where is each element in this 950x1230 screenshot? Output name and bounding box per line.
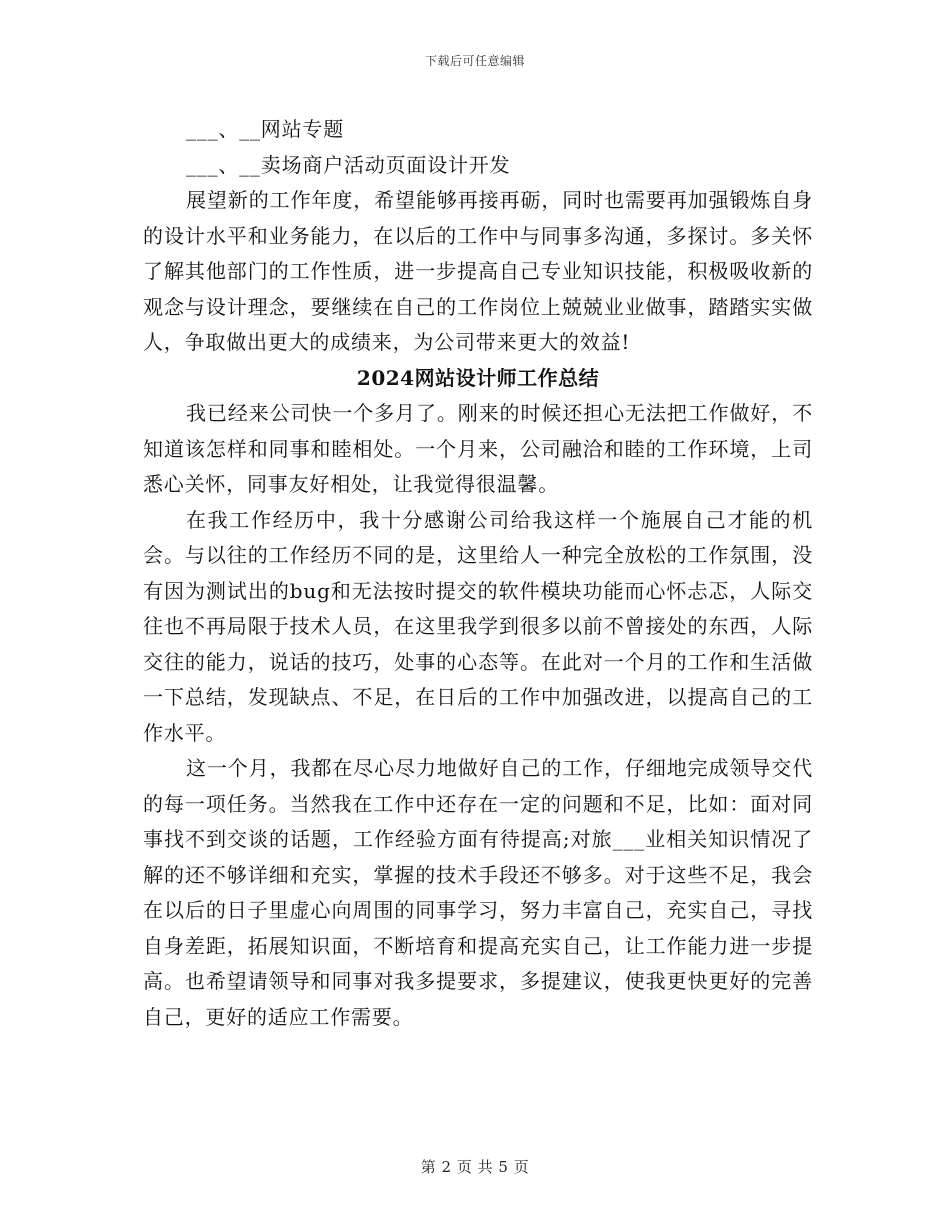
list-item: ___、__网站专题 <box>186 117 344 141</box>
paragraph: 我已经来公司快一个多月了。刚来的时候还担心无法把工作做好，不知道该怎样和同事和睦相处。一个月来，公司融洽和睦的工作环境，上司悉心关怀，同事友好相处，让我觉得很温馨。 <box>143 401 813 496</box>
paragraph: 在我工作经历中，我十分感谢公司给我这样一个施展自己才能的机会。与以往的工作经历不同的是，这里给人一种完全放松的工作氛围，没有因为测试出的bug和无法按时提交的软件模块功能而心怀忐忑，人际交往也不再局限于技术人员，在这里我学到很多以前不曾接处的东西，人际交往的能力，说话的技巧，处事的心态等。在此对一个月的工作和生活做一下总结，发现缺点、不足，在日后的工作中加强改进，以提高自己的工作水平。 <box>143 507 813 745</box>
page-indicator: 第 2 页 共 5 页 <box>420 1158 530 1176</box>
header-note: 下载后可任意编辑 <box>424 54 525 68</box>
list-item: ___、__卖场商户活动页面设计开发 <box>186 152 511 177</box>
paragraph: 这一个月，我都在尽心尽力地做好自己的工作，仔细地完成领导交代的每一项任务。当然我在工作中还存在一定的问题和不足，比如：面对同事找不到交谈的话题，工作经验方面有待提高;对旅___业相关知识情况了解的还不够详细和充实，掌握的技术手段还不够多。对于这些不足，我会在以后的日子里虚心向周围的同事学习，努力丰富自己，充实自己，寻找自身差距，拓展知识面，不断培育和提高充实自己，让工作能力进一步提高。也希望请领导和同事对我多提要求，多提建议，使我更快更好的完善自己，更好的适应工作需要。 <box>143 756 813 1029</box>
document-body <box>143 112 813 1035</box>
paragraph-outlook: 展望新的工作年度，希望能够再接再砺，同时也需要再加强锻炼自身的设计水平和业务能力，在以后的工作中与同事多沟通，多探讨。多关怀了解其他部门的工作性质，进一步提高自己专业知识技能，积极吸收新的观念与设计理念，要继续在自己的工作岗位上兢兢业业做事，踏踏实实做人，争取做出更大的成绩来，为公司带来更大的效益! <box>143 188 813 354</box>
section-title: 2024网站设计师工作总结 <box>356 365 600 390</box>
